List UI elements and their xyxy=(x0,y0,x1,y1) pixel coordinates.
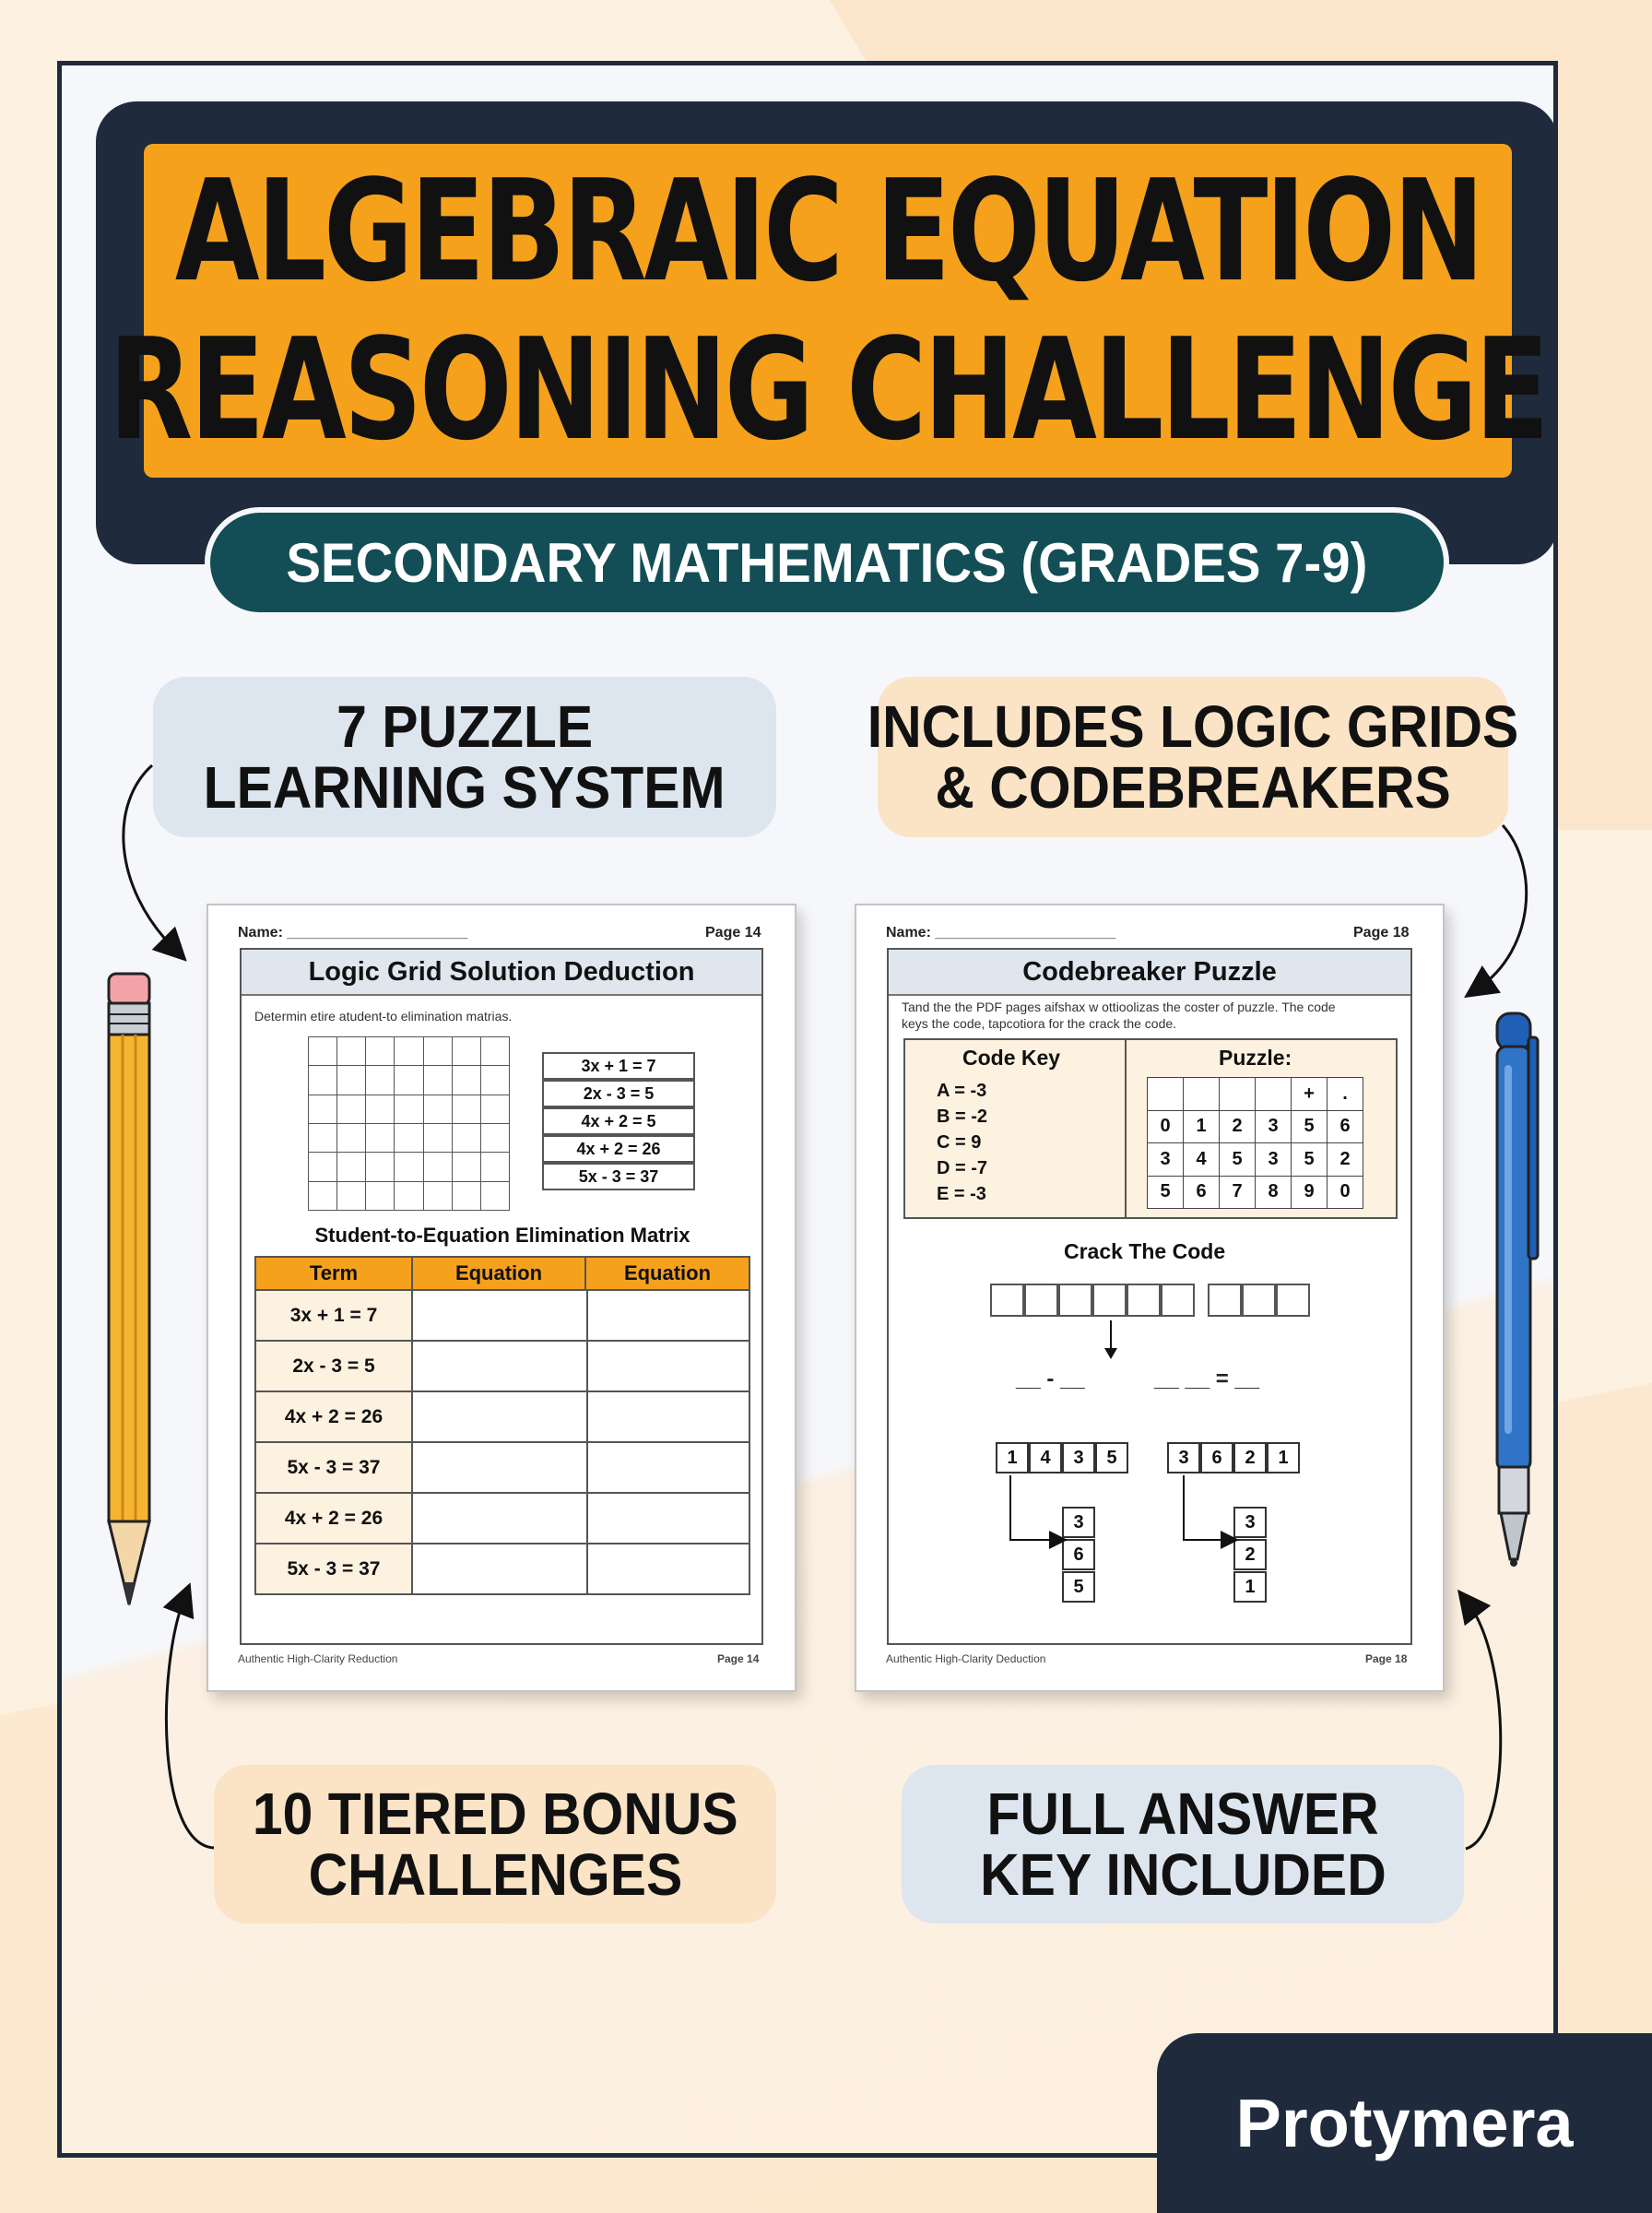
matrix-divider xyxy=(586,1342,588,1391)
puzzle-cell: 6 xyxy=(1327,1110,1363,1144)
matrix-row xyxy=(254,1443,750,1494)
grid-cell xyxy=(336,1036,366,1066)
grid-cell xyxy=(480,1181,510,1211)
sequence-cell: 4 xyxy=(1029,1442,1062,1473)
code-box xyxy=(1208,1284,1242,1317)
grid-cell xyxy=(423,1152,453,1181)
worksheet-instruction: keys the code, tapcotiora for the crack the code. xyxy=(902,1016,1177,1031)
grid-cell xyxy=(394,1095,423,1124)
grid-cell xyxy=(365,1152,395,1181)
worksheet-footer-right: Page 18 xyxy=(1365,1652,1408,1665)
worksheet-instruction: Tand the the PDF pages aifshax w ottioolizas the coster of puzzle. The code xyxy=(902,1000,1336,1014)
code-box xyxy=(1242,1284,1276,1317)
grid-cell xyxy=(308,1036,337,1066)
matrix-header-equation: Equation xyxy=(411,1256,586,1291)
equation-item: 5x - 3 = 37 xyxy=(542,1163,695,1190)
grid-cell xyxy=(480,1036,510,1066)
puzzle-cell: 6 xyxy=(1183,1176,1220,1210)
puzzle-cell: 3 xyxy=(1147,1142,1184,1177)
matrix-term: 5x - 3 = 37 xyxy=(256,1443,413,1492)
grid-cell xyxy=(423,1181,453,1211)
grid-cell xyxy=(394,1181,423,1211)
equation-item: 2x - 3 = 5 xyxy=(542,1080,695,1107)
puzzle-cell: 2 xyxy=(1327,1142,1363,1177)
sequence-cell: 5 xyxy=(1095,1442,1128,1473)
grid-cell xyxy=(336,1095,366,1124)
worksheet-footer-left: Authentic High-Clarity Deduction xyxy=(886,1652,1046,1665)
matrix-divider xyxy=(586,1443,588,1492)
callout-line: KEY INCLUDED xyxy=(979,1841,1386,1908)
worksheet-footer-left: Authentic High-Clarity Reduction xyxy=(238,1652,398,1665)
callout-logic-grids xyxy=(867,677,1519,837)
grid-cell xyxy=(365,1123,395,1153)
code-key-item: C = 9 xyxy=(937,1132,982,1153)
matrix-divider xyxy=(586,1392,588,1441)
grid-cell xyxy=(452,1095,481,1124)
sequence-cell: 3 xyxy=(1062,1442,1095,1473)
equation-item: 3x + 1 = 7 xyxy=(542,1052,695,1080)
grid-cell xyxy=(480,1065,510,1095)
matrix-term: 4x + 2 = 26 xyxy=(256,1494,413,1543)
puzzle-cell xyxy=(1183,1077,1220,1111)
matrix-row xyxy=(254,1494,750,1544)
brand-logo: Protymera xyxy=(1235,2085,1574,2161)
stack-cell: 5 xyxy=(1062,1571,1095,1603)
code-box xyxy=(1276,1284,1310,1317)
grid-cell xyxy=(336,1123,366,1153)
code-box xyxy=(1161,1284,1195,1317)
logic-grid xyxy=(308,1036,509,1210)
grid-cell xyxy=(365,1181,395,1211)
matrix-title: Student-to-Equation Elimination Matrix xyxy=(314,1224,690,1247)
grid-cell xyxy=(308,1152,337,1181)
sequence-cell: 6 xyxy=(1200,1442,1233,1473)
sequence-cell: 1 xyxy=(996,1442,1029,1473)
callout-line: 7 PUZZLE xyxy=(336,693,594,760)
matrix-divider xyxy=(586,1494,588,1543)
puzzle-grid xyxy=(1147,1077,1363,1208)
grid-cell xyxy=(308,1065,337,1095)
grid-cell xyxy=(394,1123,423,1153)
down-arrow-icon xyxy=(1102,1320,1120,1359)
puzzle-cell: + xyxy=(1291,1077,1328,1111)
matrix-term: 3x + 1 = 7 xyxy=(256,1291,413,1340)
page-label: Page 18 xyxy=(1353,925,1410,941)
title-banner xyxy=(109,144,1547,478)
stack-cell: 2 xyxy=(1233,1539,1267,1570)
answer-blank-right: __ __ = __ xyxy=(1154,1367,1260,1391)
grid-cell xyxy=(336,1065,366,1095)
matrix-header-term: Term xyxy=(254,1256,413,1291)
puzzle-cell: 8 xyxy=(1255,1176,1292,1210)
puzzle-title: Puzzle: xyxy=(1219,1046,1292,1070)
matrix-row xyxy=(254,1342,750,1392)
worksheet-footer-right: Page 14 xyxy=(717,1652,760,1665)
grid-cell xyxy=(365,1095,395,1124)
stack-cell: 3 xyxy=(1062,1507,1095,1538)
crack-title: Crack The Code xyxy=(1064,1239,1226,1263)
puzzle-cell: 1 xyxy=(1183,1110,1220,1144)
matrix-term: 5x - 3 = 37 xyxy=(256,1544,413,1593)
worksheet-title: Codebreaker Puzzle xyxy=(889,950,1410,996)
subtitle-pill xyxy=(205,507,1449,618)
code-box xyxy=(1058,1284,1092,1317)
grid-cell xyxy=(423,1065,453,1095)
grid-cell xyxy=(480,1123,510,1153)
subtitle: SECONDARY MATHEMATICS (GRADES 7-9) xyxy=(286,531,1368,594)
callout-answer-key xyxy=(902,1765,1464,1923)
puzzle-cell: 0 xyxy=(1147,1110,1184,1144)
puzzle-cell: 7 xyxy=(1219,1176,1256,1210)
puzzle-cell: 5 xyxy=(1219,1142,1256,1177)
grid-cell xyxy=(423,1095,453,1124)
matrix-row xyxy=(254,1392,750,1443)
callout-line: 10 TIERED BONUS xyxy=(252,1781,738,1847)
matrix-row xyxy=(254,1544,750,1595)
puzzle-cell: 5 xyxy=(1291,1110,1328,1144)
sequence-cell: 3 xyxy=(1167,1442,1200,1473)
code-box xyxy=(1127,1284,1161,1317)
puzzle-cell: 9 xyxy=(1291,1176,1328,1210)
grid-cell xyxy=(308,1095,337,1124)
callout-line: FULL ANSWER xyxy=(986,1781,1379,1847)
code-key-item: B = -2 xyxy=(937,1106,988,1127)
answer-blank-left: __ - __ xyxy=(1016,1367,1085,1391)
puzzle-cell xyxy=(1219,1077,1256,1111)
sequence-cell: 2 xyxy=(1233,1442,1267,1473)
puzzle-cell: 3 xyxy=(1255,1142,1292,1177)
grid-cell xyxy=(394,1036,423,1066)
equation-item: 4x + 2 = 26 xyxy=(542,1135,695,1163)
code-key-title: Code Key xyxy=(962,1046,1061,1070)
puzzle-cell: 3 xyxy=(1255,1110,1292,1144)
grid-cell xyxy=(336,1181,366,1211)
code-key-item: A = -3 xyxy=(937,1081,987,1101)
code-key-item: E = -3 xyxy=(937,1184,986,1204)
worksheet-title: Logic Grid Solution Deduction xyxy=(242,950,761,996)
grid-cell xyxy=(394,1152,423,1181)
code-box xyxy=(1024,1284,1058,1317)
puzzle-cell: 5 xyxy=(1147,1176,1184,1210)
title-line-1: ALGEBRAIC EQUATION xyxy=(174,149,1481,313)
matrix-term: 2x - 3 = 5 xyxy=(256,1342,413,1391)
code-box xyxy=(990,1284,1024,1317)
page-label: Page 14 xyxy=(705,925,761,941)
name-label: Name: ______________________ xyxy=(886,925,1116,941)
callout-line: LEARNING SYSTEM xyxy=(204,754,726,821)
puzzle-cell: 0 xyxy=(1327,1176,1363,1210)
grid-cell xyxy=(308,1123,337,1153)
pen-icon xyxy=(1488,1010,1543,1572)
code-key-item: D = -7 xyxy=(937,1158,988,1178)
stack-cell: 1 xyxy=(1233,1571,1267,1603)
brand-tab xyxy=(1157,2033,1652,2213)
matrix-divider xyxy=(586,1544,588,1593)
grid-cell xyxy=(452,1123,481,1153)
grid-cell xyxy=(452,1152,481,1181)
grid-cell xyxy=(423,1036,453,1066)
callout-line: CHALLENGES xyxy=(308,1841,682,1908)
puzzle-cell: 4 xyxy=(1183,1142,1220,1177)
grid-cell xyxy=(394,1065,423,1095)
callout-puzzle-system xyxy=(153,677,776,837)
equation-item: 4x + 2 = 5 xyxy=(542,1107,695,1135)
grid-cell xyxy=(480,1152,510,1181)
code-key-divider xyxy=(1125,1038,1127,1219)
puzzle-cell: . xyxy=(1327,1077,1363,1111)
worksheet-instruction: Determin etire atudent-to elimination matrias. xyxy=(254,1009,513,1024)
puzzle-cell: 2 xyxy=(1219,1110,1256,1144)
grid-cell xyxy=(308,1181,337,1211)
name-label: Name: ______________________ xyxy=(238,925,468,941)
puzzle-cell xyxy=(1255,1077,1292,1111)
puzzle-cell: 5 xyxy=(1291,1142,1328,1177)
grid-cell xyxy=(365,1065,395,1095)
callout-line: & CODEBREAKERS xyxy=(935,754,1451,821)
stack-cell: 6 xyxy=(1062,1539,1095,1570)
stack-cell: 3 xyxy=(1233,1507,1267,1538)
callout-line: INCLUDES LOGIC GRIDS xyxy=(867,693,1519,760)
grid-cell xyxy=(452,1181,481,1211)
puzzle-cell xyxy=(1147,1077,1184,1111)
code-box xyxy=(1092,1284,1127,1317)
grid-cell xyxy=(480,1095,510,1124)
grid-cell xyxy=(452,1065,481,1095)
callout-bonus-challenges xyxy=(214,1765,776,1923)
sequence-cell: 1 xyxy=(1267,1442,1300,1473)
grid-cell xyxy=(423,1123,453,1153)
matrix-header-equation: Equation xyxy=(584,1256,750,1291)
pencil-icon xyxy=(101,968,157,1614)
title-line-2: REASONING CHALLENGE xyxy=(109,308,1547,471)
matrix-term: 4x + 2 = 26 xyxy=(256,1392,413,1441)
matrix-divider xyxy=(586,1291,588,1340)
matrix-row xyxy=(254,1291,750,1342)
grid-cell xyxy=(365,1036,395,1066)
grid-cell xyxy=(452,1036,481,1066)
grid-cell xyxy=(336,1152,366,1181)
